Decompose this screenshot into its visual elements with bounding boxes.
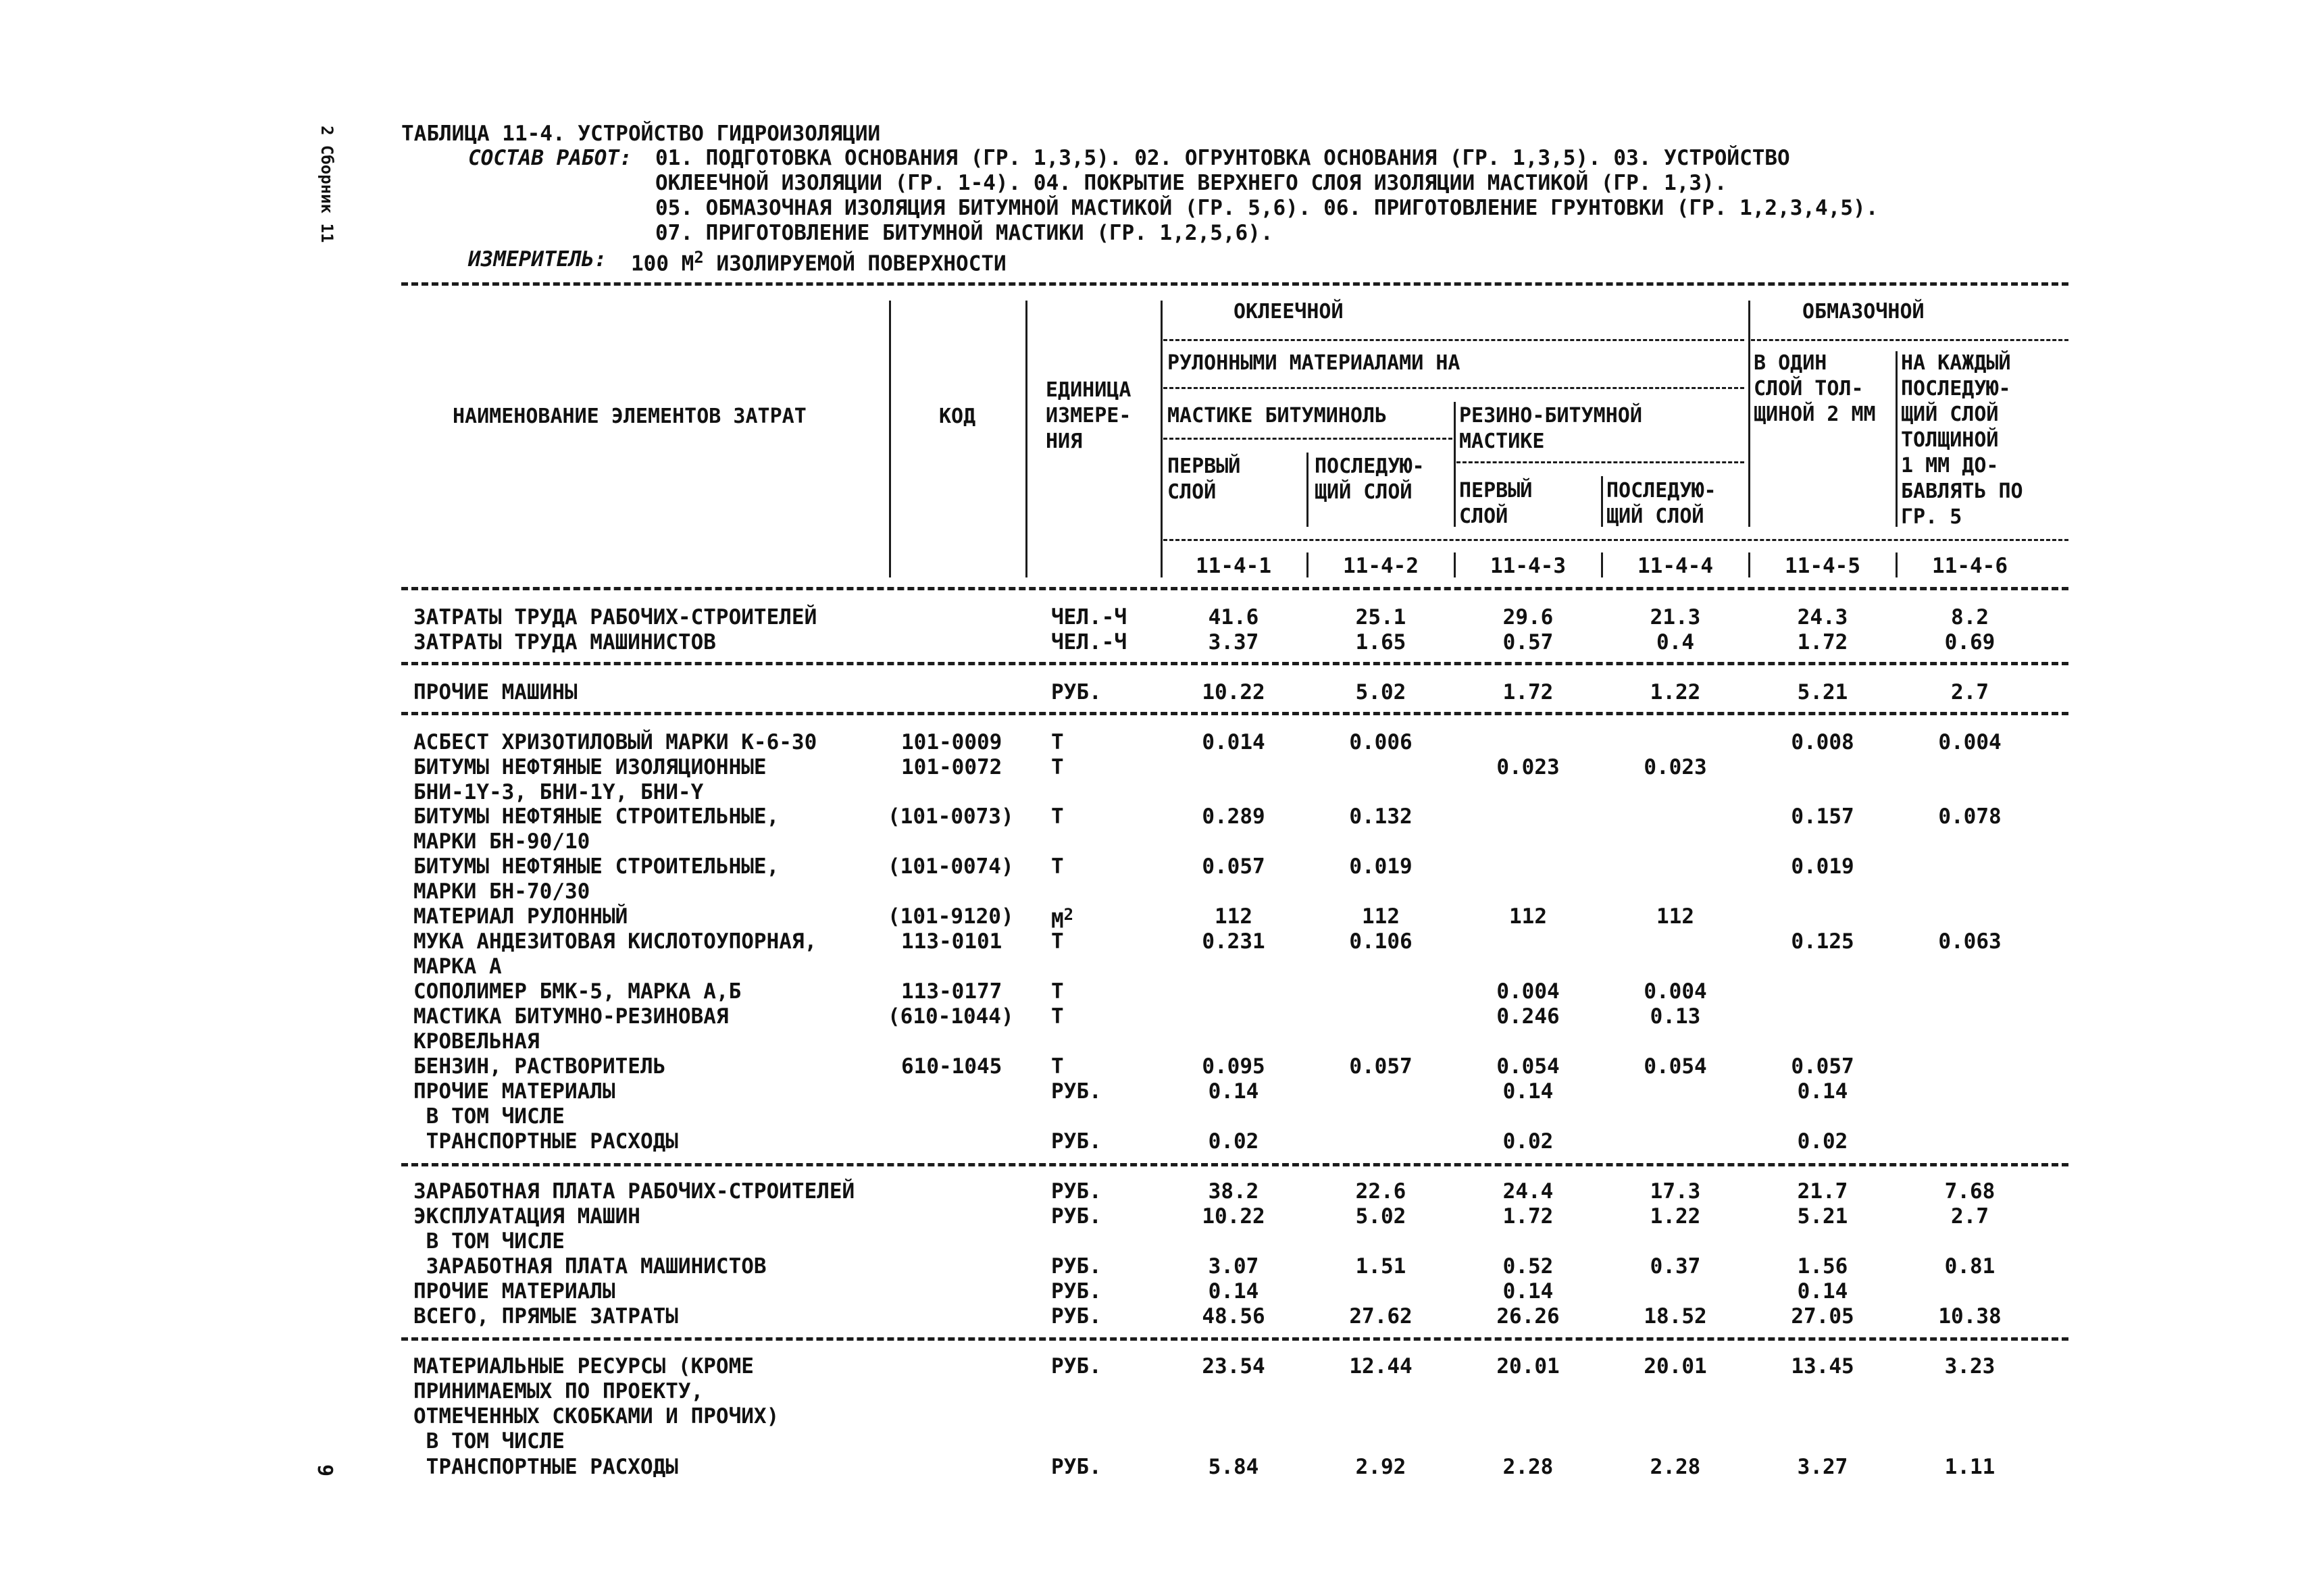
row-value-col-5: 0.057 (1791, 1054, 1854, 1079)
header-first-2: ПЕРВЫЙ СЛОЙ (1459, 479, 1533, 528)
hrule-okleech (1163, 339, 1744, 341)
row-value-col-4: 0.023 (1644, 755, 1707, 779)
row-unit: РУБ. (1051, 1204, 1102, 1229)
code-col-1: 11-4-1 (1196, 554, 1271, 578)
row-value-col-4: 0.054 (1644, 1054, 1707, 1079)
row-value-col-3: 1.72 (1502, 1204, 1554, 1229)
row-unit: РУБ. (1051, 1279, 1102, 1304)
row-value-col-3: 0.246 (1496, 1004, 1560, 1029)
vbar-g2-g3-code (1454, 552, 1456, 577)
row-code: 113-0101 (901, 929, 1002, 954)
rule-sep-1 (401, 662, 2068, 665)
row-code: (101-0073) (888, 804, 1014, 829)
row-unit: РУБ. (1051, 680, 1102, 704)
row-code: (101-0074) (888, 854, 1014, 879)
hrule-mastika (1163, 438, 1452, 440)
row-name: ПРОЧИЕ МАТЕРИАЛЫ (413, 1279, 615, 1304)
row-code: 101-0009 (901, 730, 1002, 754)
row-value-col-1: 38.2 (1208, 1179, 1259, 1204)
row-value-col-2: 0.057 (1349, 1054, 1413, 1079)
row-value-col-2: 27.62 (1349, 1304, 1413, 1329)
code-col-3: 11-4-3 (1490, 554, 1566, 578)
row-value-col-5: 21.7 (1797, 1179, 1848, 1204)
row-name: БИТУМЫ НЕФТЯНЫЕ СТРОИТЕЛЬНЫЕ, МАРКИ БН-90/10 (413, 804, 780, 854)
row-value-col-1: 0.095 (1202, 1054, 1265, 1079)
header-each-next: НА КАЖДЫЙ ПОСЛЕДУЮ- ЩИЙ СЛОЙ ТОЛЩИНОЙ 1 ММ ДО- БАВЛЯТЬ ПО ГР. 5 (1901, 351, 2023, 529)
vbar-g3-g4-code (1601, 552, 1603, 577)
row-value-col-6: 3.23 (1944, 1354, 1996, 1379)
header-obmaz: ОБМАЗОЧНОЙ (1802, 300, 1925, 324)
row-value-col-2: 0.132 (1349, 804, 1413, 829)
row-value-col-4: 21.3 (1650, 605, 1701, 629)
hrule-obmaz (1751, 339, 2068, 341)
row-value-col-1: 112 (1215, 904, 1252, 929)
row-value-col-6: 10.38 (1938, 1304, 2002, 1329)
row-code: 610-1045 (901, 1054, 1002, 1079)
row-value-col-2: 12.44 (1349, 1354, 1413, 1379)
header-first-1: ПЕРВЫЙ СЛОЙ (1167, 455, 1241, 504)
row-value-col-5: 5.21 (1797, 680, 1848, 704)
row-value-col-5: 1.72 (1797, 630, 1848, 654)
row-name: МУКА АНДЕЗИТОВАЯ КИСЛОТОУПОРНАЯ, МАРКА А (413, 929, 817, 979)
row-name: БЕНЗИН, РАСТВОРИТЕЛЬ (413, 1054, 666, 1079)
row-value-col-2: 0.019 (1349, 854, 1413, 879)
rule-sep-2 (401, 712, 2068, 715)
row-value-col-3: 0.004 (1496, 979, 1560, 1004)
row-value-col-1: 0.289 (1202, 804, 1265, 829)
row-value-col-1: 5.84 (1208, 1455, 1259, 1479)
row-value-col-5: 1.56 (1797, 1254, 1848, 1279)
row-value-col-1: 0.014 (1202, 730, 1265, 754)
row-name: МАТЕРИАЛ РУЛОННЫЙ (413, 904, 628, 929)
row-value-col-4: 0.4 (1656, 630, 1694, 654)
row-unit: РУБ. (1051, 1304, 1102, 1329)
row-value-col-1: 41.6 (1208, 605, 1259, 629)
row-value-col-3: 0.054 (1496, 1054, 1560, 1079)
composition-line-2: ОКЛЕЕЧНОЙ ИЗОЛЯЦИИ (ГР. 1-4). 04. ПОКРЫТИЕ ВЕРХНЕГО СЛОЯ ИЗОЛЯЦИИ МАСТИКОЙ (ГР. 1,3). (655, 171, 1727, 195)
hrule-rulon (1163, 387, 1744, 389)
row-value-col-4: 0.13 (1650, 1004, 1701, 1029)
row-value-col-2: 0.106 (1349, 929, 1413, 954)
vbar-g3-g4 (1601, 476, 1603, 527)
header-rulon: РУЛОННЫМИ МАТЕРИАЛАМИ НА (1167, 351, 1460, 375)
row-value-col-3: 0.14 (1502, 1279, 1554, 1304)
row-value-col-5: 27.05 (1791, 1304, 1854, 1329)
row-value-col-4: 20.01 (1644, 1354, 1707, 1379)
row-unit: Т (1051, 979, 1064, 1004)
row-unit: РУБ. (1051, 1254, 1102, 1279)
row-value-col-1: 10.22 (1202, 1204, 1265, 1229)
header-code: КОД (939, 405, 976, 428)
row-value-col-3: 2.28 (1502, 1455, 1554, 1479)
row-value-col-1: 0.057 (1202, 854, 1265, 879)
row-value-col-2: 5.02 (1355, 1204, 1406, 1229)
meter-label: ИЗМЕРИТЕЛЬ: (468, 247, 607, 272)
row-value-col-6: 0.078 (1938, 804, 2002, 829)
row-value-col-3: 112 (1509, 904, 1547, 929)
rule-sep-3 (401, 1163, 2068, 1166)
row-name: ЗАРАБОТНАЯ ПЛАТА МАШИНИСТОВ (413, 1254, 767, 1279)
row-value-col-5: 0.157 (1791, 804, 1854, 829)
row-name: МАСТИКА БИТУМНО-РЕЗИНОВАЯ КРОВЕЛЬНАЯ (413, 1004, 729, 1054)
row-unit: Т (1051, 730, 1064, 754)
row-value-col-3: 0.02 (1502, 1129, 1554, 1154)
row-value-col-1: 0.14 (1208, 1079, 1259, 1104)
header-next-2: ПОСЛЕДУЮ- ЩИЙ СЛОЙ (1606, 479, 1717, 528)
row-value-col-4: 0.37 (1650, 1254, 1701, 1279)
row-value-col-5: 0.125 (1791, 929, 1854, 954)
composition-line-1: 01. ПОДГОТОВКА ОСНОВАНИЯ (ГР. 1,3,5). 02. ОГРУНТОВКА ОСНОВАНИЯ (ГР. 1,3,5). 03. УСТРОЙСТВО (655, 146, 1790, 170)
vbar-unit-data (1161, 301, 1163, 577)
row-value-col-5: 13.45 (1791, 1354, 1854, 1379)
row-value-col-5: 5.21 (1797, 1204, 1848, 1229)
header-one-layer: В ОДИН СЛОЙ ТОЛ- ЩИНОЙ 2 ММ (1754, 351, 1876, 426)
row-value-col-6: 0.81 (1944, 1254, 1996, 1279)
row-value-col-6: 7.68 (1944, 1179, 1996, 1204)
row-value-col-1: 0.231 (1202, 929, 1265, 954)
row-code: 101-0072 (901, 755, 1002, 779)
row-value-col-2: 1.65 (1355, 630, 1406, 654)
row-value-col-2: 1.51 (1355, 1254, 1406, 1279)
vbar-g4-g5-code (1748, 552, 1750, 577)
row-name: ЭКСПЛУАТАЦИЯ МАШИН В ТОМ ЧИСЛЕ (413, 1204, 640, 1254)
row-value-col-2: 0.006 (1349, 730, 1413, 754)
vbar-g5-g6 (1896, 351, 1898, 527)
row-unit: ЧЕЛ.-Ч (1051, 605, 1127, 629)
row-name: МАТЕРИАЛЬНЫЕ РЕСУРСЫ (КРОМЕ ПРИНИМАЕМЫХ ПО ПРОЕКТУ, ОТМЕЧЕННЫХ СКОБКАМИ И ПРОЧИХ) В ТОМ ЧИСЛЕ (413, 1354, 780, 1453)
row-name: АСБЕСТ ХРИЗОТИЛОВЫЙ МАРКИ К-6-30 (413, 730, 817, 754)
row-value-col-1: 0.02 (1208, 1129, 1259, 1154)
header-rezino: РЕЗИНО-БИТУМНОЙ МАСТИКЕ (1459, 404, 1642, 453)
row-name: ПРОЧИЕ МАШИНЫ (413, 680, 578, 704)
row-value-col-3: 20.01 (1496, 1354, 1560, 1379)
row-name: ЗАТРАТЫ ТРУДА РАБОЧИХ-СТРОИТЕЛЕЙ (413, 605, 817, 629)
row-unit: $М^2$ (1051, 905, 1074, 933)
row-unit: Т (1051, 854, 1064, 879)
row-value-col-3: 24.4 (1502, 1179, 1554, 1204)
row-unit: РУБ. (1051, 1179, 1102, 1204)
row-value-col-1: 23.54 (1202, 1354, 1265, 1379)
row-name: ВСЕГО, ПРЯМЫЕ ЗАТРАТЫ (413, 1304, 678, 1329)
row-value-col-6: 8.2 (1951, 605, 1989, 629)
row-name: БИТУМЫ НЕФТЯНЫЕ СТРОИТЕЛЬНЫЕ, МАРКИ БН-70/30 (413, 854, 780, 904)
row-value-col-4: 112 (1656, 904, 1694, 929)
row-value-col-1: 10.22 (1202, 680, 1265, 704)
row-value-col-6: 2.7 (1951, 1204, 1989, 1229)
row-value-col-3: 26.26 (1496, 1304, 1560, 1329)
row-value-col-4: 1.22 (1650, 1204, 1701, 1229)
row-value-col-4: 17.3 (1650, 1179, 1701, 1204)
rule-header-bottom (401, 587, 2068, 590)
row-value-col-1: 3.37 (1208, 630, 1259, 654)
row-unit: Т (1051, 929, 1064, 954)
header-okleech: ОКЛЕЕЧНОЙ (1234, 300, 1344, 324)
row-name: БИТУМЫ НЕФТЯНЫЕ ИЗОЛЯЦИОННЫЕ БНИ-1Y-3, БНИ-1Y, БНИ-Y (413, 755, 767, 804)
row-value-col-1: 48.56 (1202, 1304, 1265, 1329)
vbar-g1-g2 (1306, 453, 1308, 527)
row-unit: РУБ. (1051, 1129, 1102, 1154)
header-name: НАИМЕНОВАНИЕ ЭЛЕМЕНТОВ ЗАТРАТ (453, 405, 807, 428)
vbar-g2-g3 (1454, 402, 1456, 527)
code-col-5: 11-4-5 (1785, 554, 1860, 578)
row-value-col-2: 25.1 (1355, 605, 1406, 629)
row-value-col-1: 3.07 (1208, 1254, 1259, 1279)
row-value-col-5: 0.008 (1791, 730, 1854, 754)
row-name: ТРАНСПОРТНЫЕ РАСХОДЫ (413, 1129, 678, 1154)
row-value-col-6: 0.004 (1938, 730, 2002, 754)
hrule-rezino (1456, 461, 1744, 463)
row-value-col-3: 0.023 (1496, 755, 1560, 779)
row-value-col-4: 1.22 (1650, 680, 1701, 704)
header-unit: ЕДИНИЦА ИЗМЕРЕ- НИЯ (1046, 378, 1132, 453)
row-code: (101-9120) (888, 904, 1014, 929)
row-value-col-5: 3.27 (1797, 1455, 1848, 1479)
code-col-2: 11-4-2 (1343, 554, 1419, 578)
vbar-code-unit (1025, 301, 1027, 577)
row-name: ТРАНСПОРТНЫЕ РАСХОДЫ (413, 1455, 678, 1479)
row-name: ЗАТРАТЫ ТРУДА МАШИНИСТОВ (413, 630, 716, 654)
row-value-col-3: 0.57 (1502, 630, 1554, 654)
row-name: СОПОЛИМЕР БМК-5, МАРКА А,Б (413, 979, 742, 1004)
rule-sep-4 (401, 1337, 2068, 1341)
vbar-name-code (889, 301, 891, 577)
row-value-col-5: 0.019 (1791, 854, 1854, 879)
vbar-g4-g5 (1748, 301, 1750, 527)
row-value-col-2: 5.02 (1355, 680, 1406, 704)
row-value-col-2: 22.6 (1355, 1179, 1406, 1204)
row-unit: ЧЕЛ.-Ч (1051, 630, 1127, 654)
row-unit: РУБ. (1051, 1455, 1102, 1479)
header-next-1: ПОСЛЕДУЮ- ЩИЙ СЛОЙ (1315, 455, 1425, 504)
row-value-col-5: 0.02 (1797, 1129, 1848, 1154)
page-number: 9 (313, 1464, 336, 1477)
row-value-col-4: 0.004 (1644, 979, 1707, 1004)
collection-label: 2 Сборник 11 (317, 126, 336, 243)
row-value-col-1: 0.14 (1208, 1279, 1259, 1304)
row-unit: Т (1051, 804, 1064, 829)
row-value-col-4: 18.52 (1644, 1304, 1707, 1329)
row-value-col-2: 112 (1362, 904, 1400, 929)
row-value-col-3: 0.14 (1502, 1079, 1554, 1104)
code-col-4: 11-4-4 (1637, 554, 1713, 578)
table-title: ТАБЛИЦА 11-4. УСТРОЙСТВО ГИДРОИЗОЛЯЦИИ (401, 122, 881, 146)
hrule-codes (1163, 539, 2068, 541)
row-name: ПРОЧИЕ МАТЕРИАЛЫ В ТОМ ЧИСЛЕ (413, 1079, 615, 1129)
row-unit: Т (1051, 1004, 1064, 1029)
row-code: 113-0177 (901, 979, 1002, 1004)
row-value-col-4: 2.28 (1650, 1455, 1701, 1479)
row-value-col-3: 1.72 (1502, 680, 1554, 704)
meter-value: 100 $М^2$ ИЗОЛИРУЕМОЙ ПОВЕРХНОСТИ (631, 248, 1007, 276)
row-value-col-5: 0.14 (1797, 1079, 1848, 1104)
vbar-g5-g6-code (1896, 552, 1898, 577)
row-code: (610-1044) (888, 1004, 1014, 1029)
header-mastika-bit: МАСТИКЕ БИТУМИНОЛЬ (1167, 404, 1388, 428)
vbar-g1-g2-code (1306, 552, 1308, 577)
row-value-col-6: 1.11 (1944, 1455, 1996, 1479)
code-col-6: 11-4-6 (1932, 554, 2008, 578)
row-value-col-5: 24.3 (1797, 605, 1848, 629)
row-value-col-6: 0.063 (1938, 929, 2002, 954)
row-unit: РУБ. (1051, 1354, 1102, 1379)
composition-label: СОСТАВ РАБОТ: (468, 146, 632, 170)
composition-line-3: 05. ОБМАЗОЧНАЯ ИЗОЛЯЦИЯ БИТУМНОЙ МАСТИКОЙ (ГР. 5,6). 06. ПРИГОТОВЛЕНИЕ ГРУНТОВКИ (ГР. 1,2,3,4,5). (655, 196, 1879, 220)
row-value-col-2: 2.92 (1355, 1455, 1406, 1479)
composition-line-4: 07. ПРИГОТОВЛЕНИЕ БИТУМНОЙ МАСТИКИ (ГР. 1,2,5,6). (655, 221, 1273, 245)
row-unit: Т (1051, 1054, 1064, 1079)
rule-top (401, 282, 2068, 286)
row-value-col-6: 2.7 (1951, 680, 1989, 704)
row-name: ЗАРАБОТНАЯ ПЛАТА РАБОЧИХ-СТРОИТЕЛЕЙ (413, 1179, 855, 1204)
row-value-col-3: 0.52 (1502, 1254, 1554, 1279)
row-value-col-6: 0.69 (1944, 630, 1996, 654)
row-value-col-5: 0.14 (1797, 1279, 1848, 1304)
row-value-col-3: 29.6 (1502, 605, 1554, 629)
row-unit: РУБ. (1051, 1079, 1102, 1104)
row-unit: Т (1051, 755, 1064, 779)
